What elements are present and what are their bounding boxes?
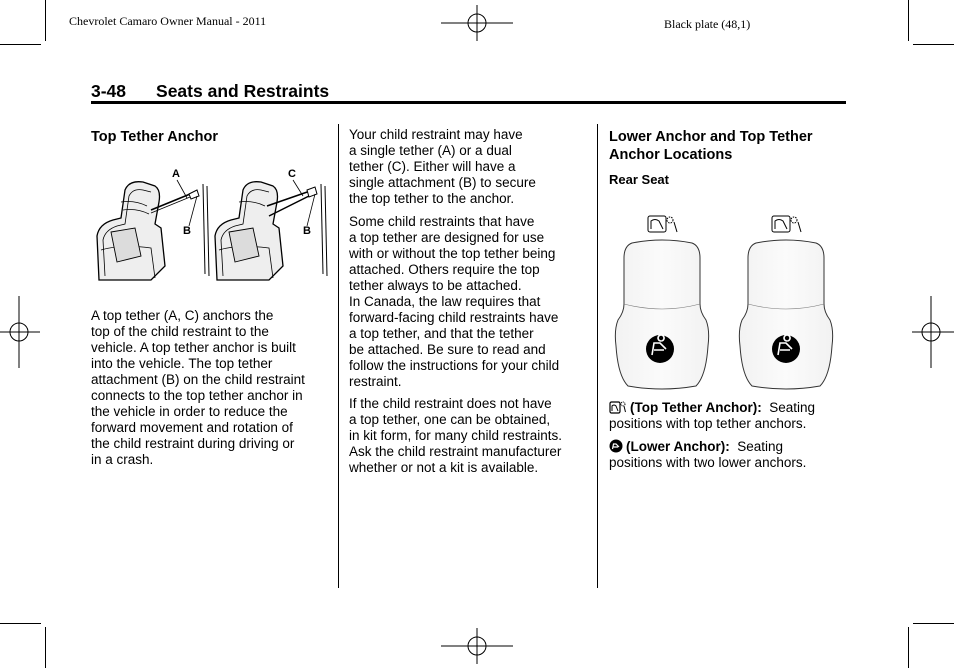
tether-paragraph-1 <box>349 127 589 207</box>
top-tether-heading: Top Tether Anchor <box>91 129 219 145</box>
crop-mark <box>913 623 954 624</box>
figure-label-c: C <box>288 168 296 180</box>
text-line: single attachment (B) to secure <box>349 175 536 190</box>
top-tether-anchor-icon <box>609 400 627 414</box>
text-line: the child restraint during driving or <box>91 436 295 451</box>
anchor-locations-heading <box>609 128 813 164</box>
column-divider <box>597 124 598 588</box>
legend-line: positions with top tether anchors. <box>609 416 807 431</box>
text-line: attachment (B) on the child restraint <box>91 372 305 387</box>
text-line: A top tether (A, C) anchors the <box>91 308 274 323</box>
legend-line <box>609 400 849 416</box>
section-header <box>91 81 329 102</box>
text-line: vehicle. A top tether anchor is built <box>91 340 296 355</box>
lower-anchor-icon <box>609 439 623 453</box>
tether-paragraph-2 <box>349 214 589 390</box>
text-line: attached. Others require the top <box>349 262 540 277</box>
top-tether-description <box>91 308 331 468</box>
text-line: a single tether (A) or a dual <box>349 143 512 158</box>
legend-label: (Top Tether Anchor): <box>630 400 762 415</box>
rear-seat-subheading: Rear Seat <box>609 172 669 187</box>
text-line: forward-facing child restraints have <box>349 310 559 325</box>
legend-text: Seating <box>737 439 784 454</box>
crop-mark <box>0 44 41 45</box>
text-line: connects to the top tether anchor in <box>91 388 303 403</box>
crop-mark <box>0 623 41 624</box>
heading-line: Anchor Locations <box>609 147 733 163</box>
legend-top-tether <box>609 400 849 432</box>
crop-mark <box>45 0 46 41</box>
text-line: a top tether, one can be obtained, <box>349 412 551 427</box>
legend-line <box>609 439 849 455</box>
text-line: into the vehicle. The top tether <box>91 356 273 371</box>
figure-label-b: B <box>303 225 311 237</box>
registration-mark-icon <box>441 628 513 664</box>
text-line: be attached. Be sure to read and <box>349 342 546 357</box>
child-seat-dual-tether-illustration <box>209 166 331 286</box>
column-divider <box>338 124 339 588</box>
text-line: tether (C). Either will have a <box>349 159 516 174</box>
legend-text: Seating <box>769 400 816 415</box>
text-line: tether always to be attached. <box>349 278 522 293</box>
figure-label-b: B <box>183 225 191 237</box>
text-line: with or without the top tether being <box>349 246 556 261</box>
text-line: If the child restraint does not have <box>349 396 552 411</box>
crop-mark <box>908 0 909 41</box>
text-line: in a crash. <box>91 452 154 467</box>
crop-mark <box>908 627 909 668</box>
page-number: 3-48 <box>91 81 127 101</box>
text-line: top of the child restraint to the <box>91 324 269 339</box>
text-line: follow the instructions for your child <box>349 358 560 373</box>
text-line: a top tether, and that the tether <box>349 326 534 341</box>
text-line: Ask the child restraint manufacturer <box>349 444 562 459</box>
text-line: the vehicle in order to reduce the <box>91 404 288 419</box>
text-line: whether or not a kit is available. <box>349 460 539 475</box>
heading-line: Lower Anchor and Top Tether <box>609 129 813 145</box>
crop-mark <box>45 627 46 668</box>
tether-paragraph-3 <box>349 396 589 476</box>
registration-mark-icon <box>441 5 513 41</box>
figure-label-a: A <box>172 168 180 180</box>
text-line: Your child restraint may have <box>349 127 523 142</box>
legend-lower-anchor <box>609 439 849 471</box>
registration-mark-icon <box>912 296 954 368</box>
section-title: Seats and Restraints <box>156 81 330 101</box>
child-seat-single-tether-illustration <box>91 166 211 286</box>
text-line: restraint. <box>349 374 402 389</box>
rear-seat-left-illustration <box>614 210 714 395</box>
legend-line: positions with two lower anchors. <box>609 455 807 470</box>
rear-seat-right-illustration <box>738 210 838 395</box>
legend-label: (Lower Anchor): <box>626 439 730 454</box>
manual-title: Chevrolet Camaro Owner Manual - 2011 <box>69 14 267 28</box>
tether-figure <box>91 166 331 286</box>
text-line: In Canada, the law requires that <box>349 294 541 309</box>
text-line: Some child restraints that have <box>349 214 535 229</box>
registration-mark-icon <box>0 296 40 368</box>
text-line: in kit form, for many child restraints. <box>349 428 563 443</box>
crop-mark <box>913 44 954 45</box>
section-rule <box>91 101 846 104</box>
text-line: the top tether to the anchor. <box>349 191 515 206</box>
plate-label: Black plate (48,1) <box>664 17 751 31</box>
text-line: a top tether are designed for use <box>349 230 545 245</box>
text-line: forward movement and rotation of <box>91 420 293 435</box>
rear-seat-diagram <box>614 210 844 395</box>
